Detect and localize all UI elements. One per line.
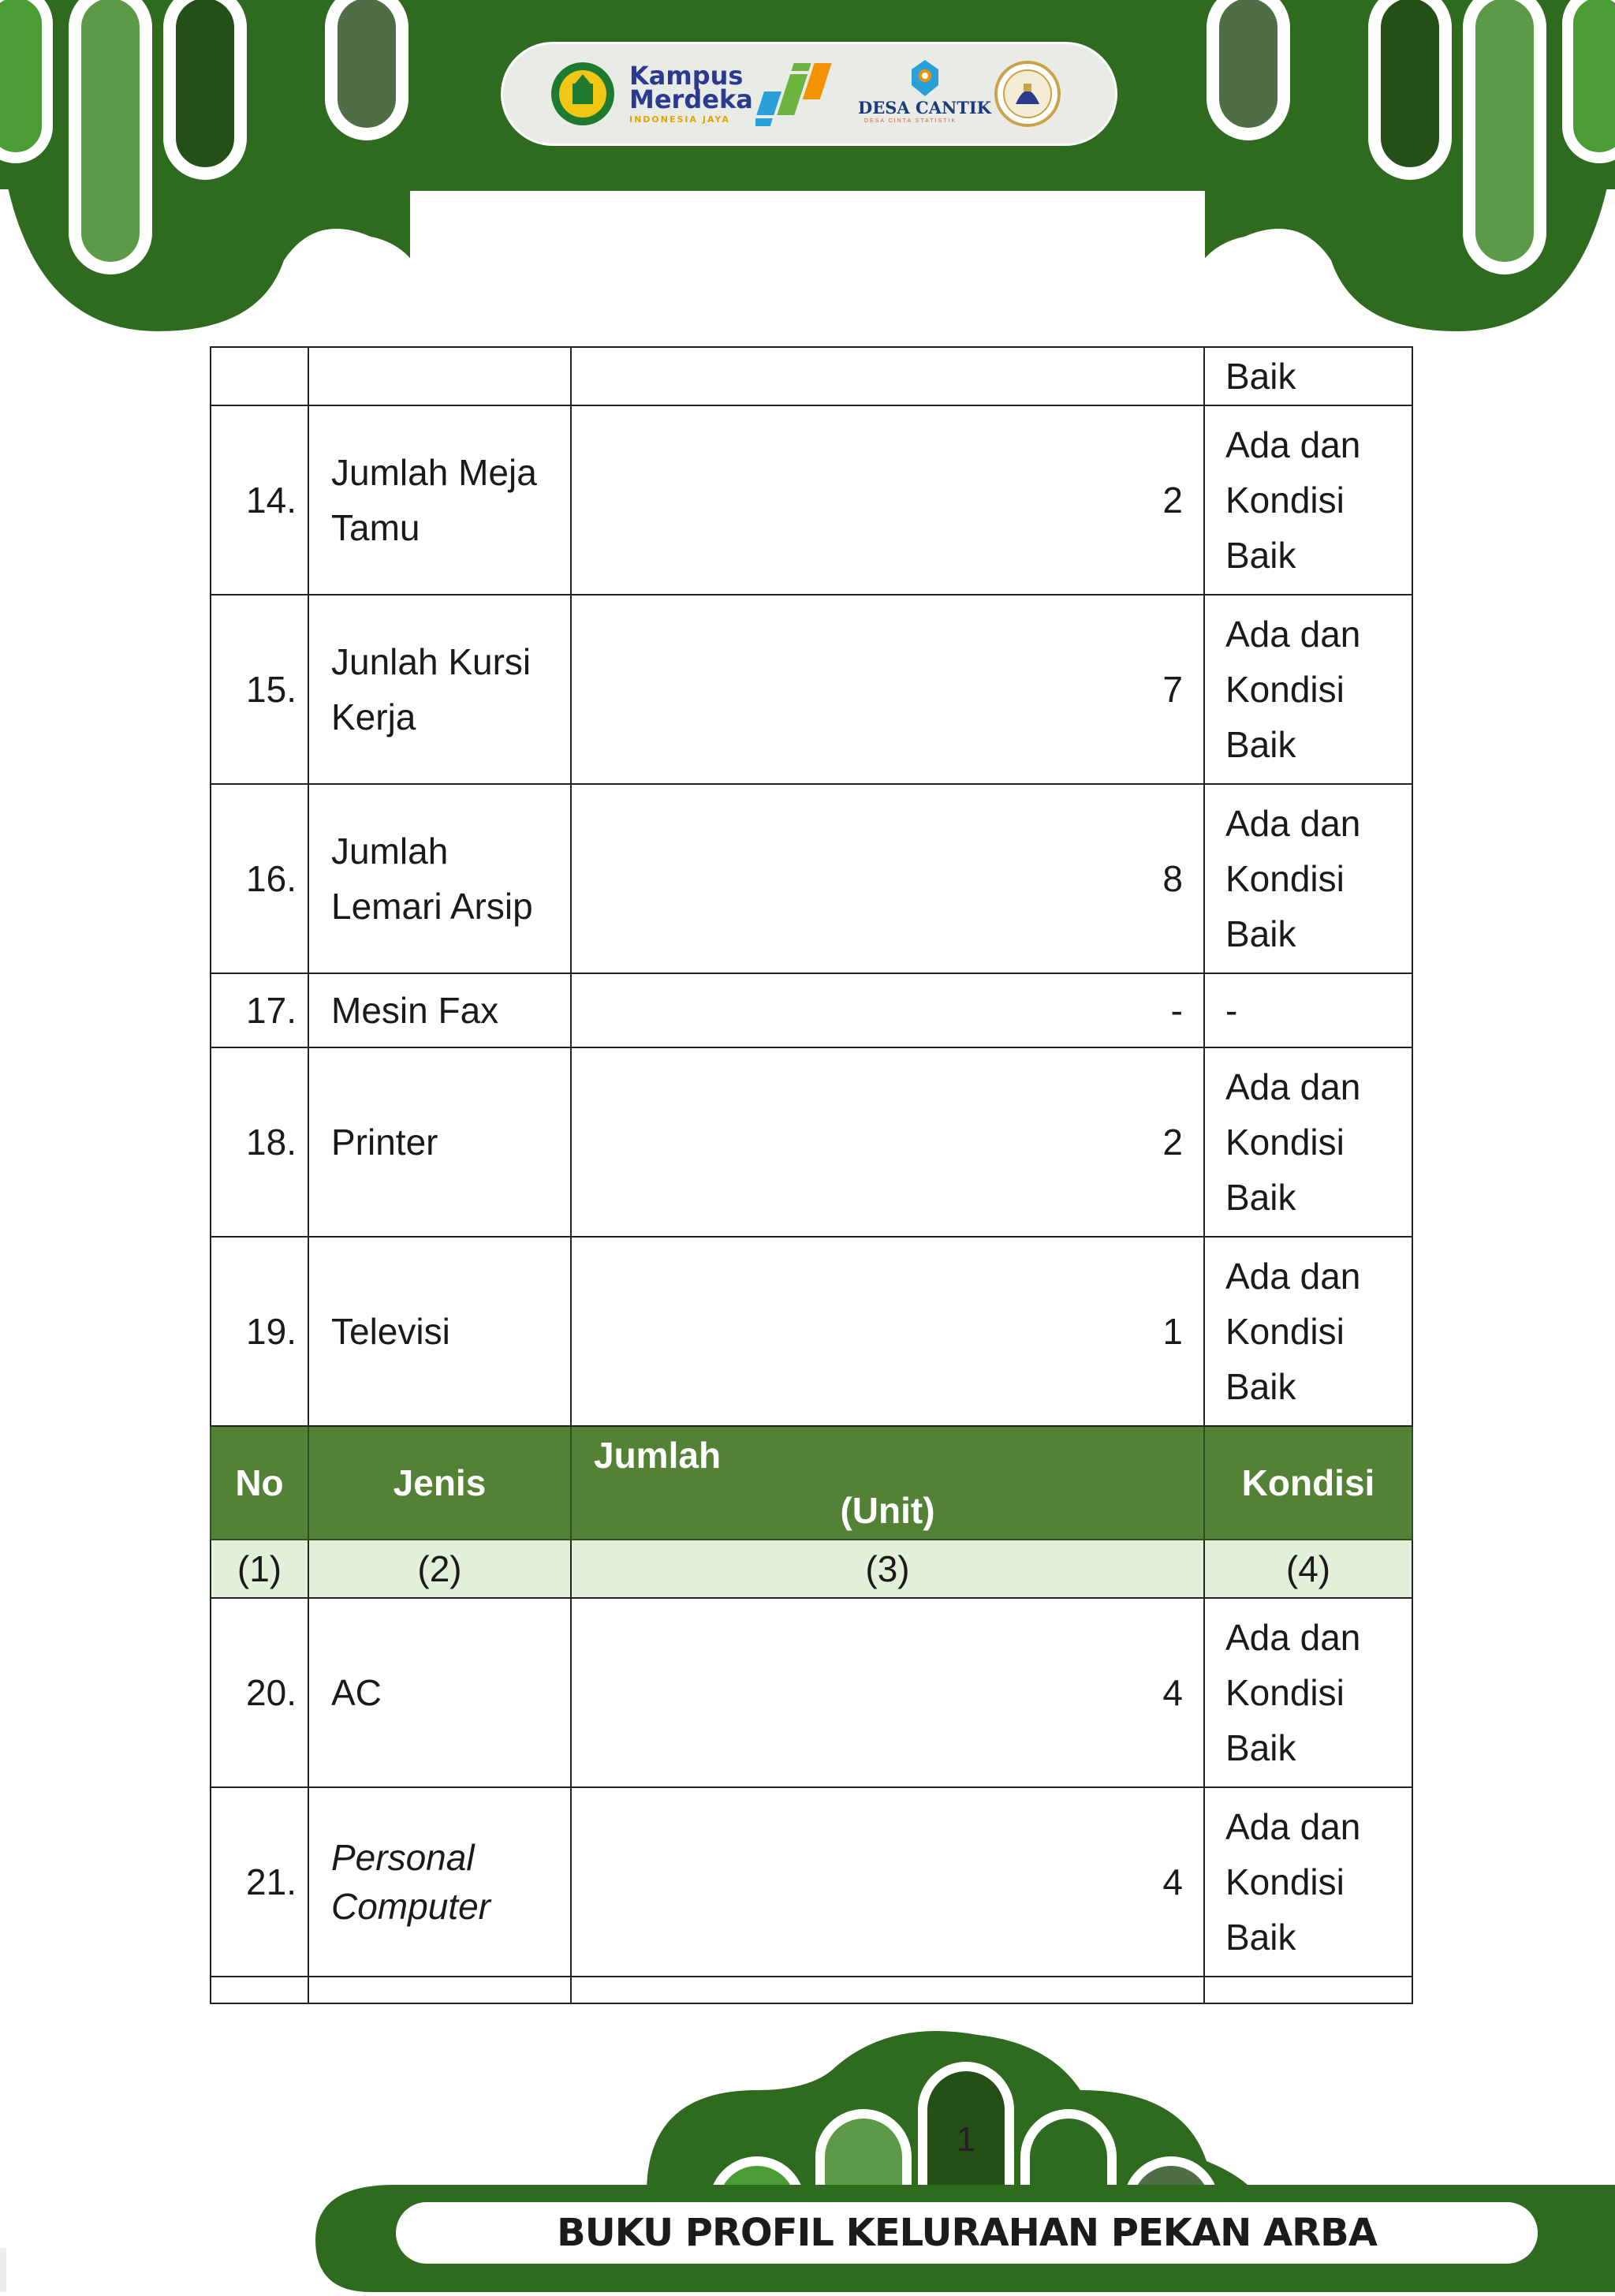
- header-kondisi: Kondisi: [1204, 1426, 1412, 1540]
- cell-no: 16.: [211, 784, 308, 973]
- table-row: [211, 1787, 1412, 1977]
- desa-cantik-emblem-icon: [907, 58, 943, 98]
- cell-jumlah: -: [571, 973, 1204, 1047]
- cell-jumlah: 2: [571, 1047, 1204, 1237]
- cell-kondisi: [1204, 1977, 1412, 2003]
- header-jenis: Jenis: [308, 1426, 571, 1540]
- footer-decoration: [0, 2003, 1615, 2292]
- table-row: [211, 1047, 1412, 1237]
- table-row: [211, 1237, 1412, 1426]
- cell-jumlah: 2: [571, 405, 1204, 595]
- cell-jumlah: 8: [571, 784, 1204, 973]
- cell-jumlah: 4: [571, 1787, 1204, 1977]
- cell-no: 18.: [211, 1047, 308, 1237]
- cell-kondisi: Ada dan Kondisi Baik: [1204, 1787, 1412, 1977]
- cell-jenis: Televisi: [308, 1237, 571, 1426]
- page-number: 1: [956, 2120, 976, 2159]
- table-row: [211, 1977, 1412, 2003]
- cell-kondisi: Baik: [1204, 347, 1412, 405]
- cell-kondisi: Ada dan Kondisi Baik: [1204, 595, 1412, 784]
- cell-kondisi: Ada dan Kondisi Baik: [1204, 1047, 1412, 1237]
- bps-logo-icon: [755, 60, 842, 128]
- cell-jenis: [308, 1977, 571, 2003]
- cell-jenis: Junlah Kursi Kerja: [308, 595, 571, 784]
- column-number: (3): [571, 1540, 1204, 1598]
- column-number: (1): [211, 1540, 308, 1598]
- header-decoration: [0, 0, 1615, 331]
- cell-no: 21.: [211, 1787, 308, 1977]
- cell-jumlah: 4: [571, 1598, 1204, 1787]
- cell-jenis: AC: [308, 1598, 571, 1787]
- header-jumlah: Jumlah (Unit): [571, 1426, 1204, 1540]
- cell-kondisi: Ada dan Kondisi Baik: [1204, 784, 1412, 973]
- cell-jumlah: 1: [571, 1237, 1204, 1426]
- cell-no: 15.: [211, 595, 308, 784]
- desa-cantik-logo: DESA CANTIK: [858, 98, 991, 118]
- cell-jenis: Jumlah Lemari Arsip: [308, 784, 571, 973]
- header-no: No: [211, 1426, 308, 1540]
- table-row: [211, 784, 1412, 973]
- cell-no: [211, 1977, 308, 2003]
- table-row: [211, 347, 1412, 405]
- university-emblem-icon: [549, 60, 617, 128]
- kampus-merdeka-logo: Kampus Merdeka INDONESIA JAYA: [629, 61, 753, 125]
- table-row: [211, 595, 1412, 784]
- inventory-table: [210, 346, 1413, 2004]
- cell-jumlah: 7: [571, 595, 1204, 784]
- cell-no: 14.: [211, 405, 308, 595]
- cell-jenis: Mesin Fax: [308, 973, 571, 1047]
- cell-kondisi: Ada dan Kondisi Baik: [1204, 405, 1412, 595]
- table-header-row: [211, 1426, 1412, 1540]
- cell-jumlah: [571, 1977, 1204, 2003]
- cell-kondisi: Ada dan Kondisi Baik: [1204, 1598, 1412, 1787]
- table-row: [211, 973, 1412, 1047]
- table-row: [211, 405, 1412, 595]
- cell-jenis: Personal Computer: [308, 1787, 571, 1977]
- desa-cantik-tagline: DESA CINTA STATISTIK: [864, 118, 957, 124]
- cell-kondisi: Ada dan Kondisi Baik: [1204, 1237, 1412, 1426]
- cell-jumlah: [571, 347, 1204, 405]
- regional-seal-icon: [994, 60, 1061, 128]
- cell-jenis: Printer: [308, 1047, 571, 1237]
- table-row: [211, 1598, 1412, 1787]
- logo-strip: [503, 44, 1115, 144]
- cell-kondisi: -: [1204, 973, 1412, 1047]
- cell-jenis: Jumlah Meja Tamu: [308, 405, 571, 595]
- footer-banner-title: BUKU PROFIL KELURAHAN PEKAN ARBA: [396, 2202, 1538, 2264]
- cell-no: [211, 347, 308, 405]
- cell-jenis: [308, 347, 571, 405]
- column-number: (2): [308, 1540, 571, 1598]
- cell-no: 19.: [211, 1237, 308, 1426]
- column-number-row: [211, 1540, 1412, 1598]
- cell-no: 20.: [211, 1598, 308, 1787]
- column-number: (4): [1204, 1540, 1412, 1598]
- cell-no: 17.: [211, 973, 308, 1047]
